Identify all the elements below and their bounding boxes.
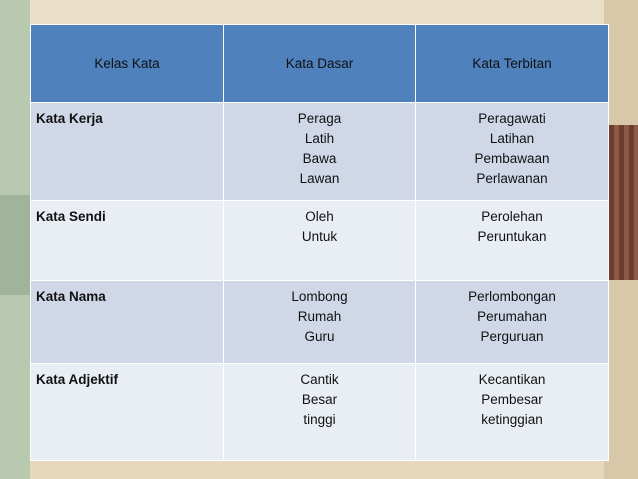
dasar-word: Rumah <box>297 309 342 324</box>
terbitan-cell <box>416 364 609 461</box>
kelas-cell: Kata Kerja <box>31 103 224 201</box>
header-kelas-kata: Kelas Kata <box>31 25 224 103</box>
dasar-cell <box>224 103 416 201</box>
terbitan-word: Kecantikan <box>478 372 546 387</box>
terbitan-word: Perlombongan <box>468 289 556 304</box>
dasar-word: Guru <box>304 329 335 344</box>
dasar-word: Untuk <box>301 229 338 244</box>
table-row <box>31 201 609 281</box>
terbitan-word: Perlawanan <box>476 171 548 186</box>
dasar-word: Bawa <box>302 151 337 166</box>
terbitan-word: Perumahan <box>477 309 547 324</box>
terbitan-word: Latihan <box>489 131 535 146</box>
dasar-word: Peraga <box>297 111 342 126</box>
terbitan-word: ketinggian <box>481 412 543 427</box>
kelas-cell: Kata Nama <box>31 281 224 364</box>
dasar-word: tinggi <box>303 412 336 427</box>
dasar-word: Oleh <box>305 209 334 224</box>
kelas-cell: Kata Adjektif <box>31 364 224 461</box>
terbitan-word: Pembesar <box>481 392 543 407</box>
terbitan-cell <box>416 103 609 201</box>
terbitan-word: Perguruan <box>480 329 544 344</box>
terbitan-word: Peruntukan <box>477 229 547 244</box>
terbitan-word: Pembawaan <box>474 151 550 166</box>
table-row <box>31 281 609 364</box>
dasar-cell <box>224 281 416 364</box>
header-kata-dasar: Kata Dasar <box>224 25 416 103</box>
table-header-row <box>31 25 609 103</box>
table-row <box>31 103 609 201</box>
terbitan-word: Peragawati <box>478 111 546 126</box>
kelas-cell: Kata Sendi <box>31 201 224 281</box>
dasar-word: Lombong <box>291 289 348 304</box>
dasar-word: Latih <box>304 131 335 146</box>
word-class-table <box>30 24 609 461</box>
terbitan-cell <box>416 281 609 364</box>
dasar-word: Lawan <box>299 171 340 186</box>
dasar-cell <box>224 364 416 461</box>
dasar-word: Cantik <box>300 372 339 387</box>
table-row <box>31 364 609 461</box>
dasar-word: Besar <box>301 392 338 407</box>
terbitan-word: Perolehan <box>481 209 543 224</box>
terbitan-cell <box>416 201 609 281</box>
dasar-cell <box>224 201 416 281</box>
header-kata-terbitan: Kata Terbitan <box>416 25 609 103</box>
